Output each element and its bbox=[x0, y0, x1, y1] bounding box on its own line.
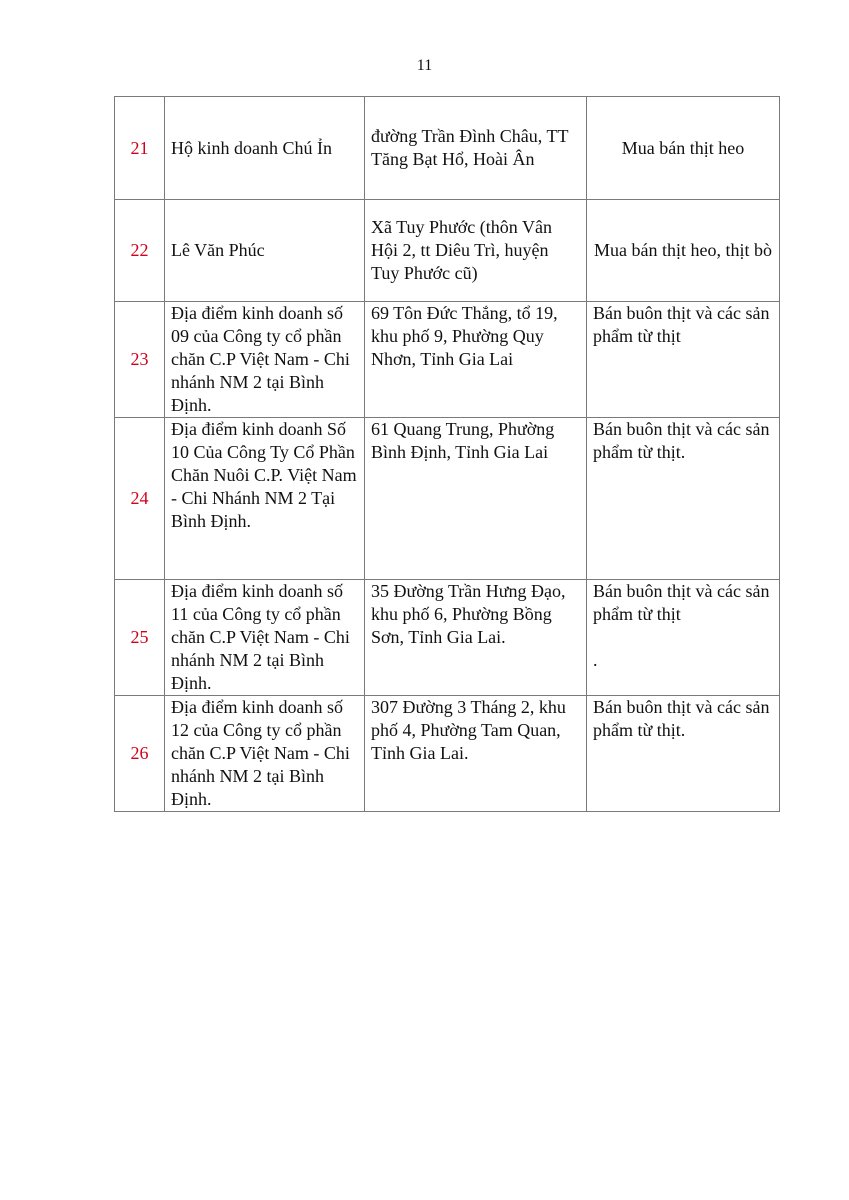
row-number: 22 bbox=[115, 200, 165, 302]
business-address: 307 Đường 3 Tháng 2, khu phố 4, Phường Tam Quan, Tỉnh Gia Lai. bbox=[365, 696, 587, 812]
business-address: đường Trần Đình Châu, TT Tăng Bạt Hổ, Hoài Ân bbox=[365, 97, 587, 200]
row-number: 26 bbox=[115, 696, 165, 812]
business-address: Xã Tuy Phước (thôn Vân Hội 2, tt Diêu Trì, huyện Tuy Phước cũ) bbox=[365, 200, 587, 302]
business-address: 69 Tôn Đức Thắng, tổ 19, khu phố 9, Phường Quy Nhơn, Tỉnh Gia Lai bbox=[365, 302, 587, 418]
row-number: 25 bbox=[115, 580, 165, 696]
business-address: 61 Quang Trung, Phường Bình Định, Tỉnh Gia Lai bbox=[365, 418, 587, 580]
table-row bbox=[115, 696, 780, 812]
table-row bbox=[115, 418, 780, 580]
business-type: Bán buôn thịt và các sản phẩm từ thịt bbox=[587, 302, 780, 418]
page-number: 11 bbox=[416, 57, 433, 74]
business-type: Bán buôn thịt và các sản phẩm từ thịt bbox=[593, 581, 770, 624]
row-number: 23 bbox=[115, 302, 165, 418]
business-type: Mua bán thịt heo, thịt bò bbox=[587, 200, 780, 302]
business-table bbox=[114, 96, 780, 812]
table-row bbox=[115, 97, 780, 200]
table-row bbox=[115, 302, 780, 418]
business-name: Lê Văn Phúc bbox=[165, 200, 365, 302]
trailing-period: . bbox=[593, 650, 598, 670]
business-type: Bán buôn thịt và các sản phẩm từ thịt. bbox=[587, 696, 780, 812]
row-number: 24 bbox=[115, 418, 165, 580]
business-name: Hộ kinh doanh Chú Ỉn bbox=[165, 97, 365, 200]
business-name: Địa điểm kinh doanh Số 10 Của Công Ty Cổ Phần Chăn Nuôi C.P. Việt Nam - Chi Nhánh NM 2 Tại Bình Định. bbox=[165, 418, 365, 580]
business-type: Mua bán thịt heo bbox=[587, 97, 780, 200]
business-name: Địa điểm kinh doanh số 12 của Công ty cổ phần chăn C.P Việt Nam - Chi nhánh NM 2 tại Bình Định. bbox=[165, 696, 365, 812]
business-address: 35 Đường Trần Hưng Đạo, khu phố 6, Phường Bồng Sơn, Tỉnh Gia Lai. bbox=[365, 580, 587, 696]
row-number: 21 bbox=[115, 97, 165, 200]
business-name: Địa điểm kinh doanh số 11 của Công ty cổ phần chăn C.P Việt Nam - Chi nhánh NM 2 tại Bình Định. bbox=[165, 580, 365, 696]
business-name: Địa điểm kinh doanh số 09 của Công ty cổ phần chăn C.P Việt Nam - Chi nhánh NM 2 tại Bình Định. bbox=[165, 302, 365, 418]
table-row bbox=[115, 580, 780, 696]
table-row bbox=[115, 200, 780, 302]
business-type-cell bbox=[587, 580, 780, 696]
business-type: Bán buôn thịt và các sản phẩm từ thịt. bbox=[587, 418, 780, 580]
